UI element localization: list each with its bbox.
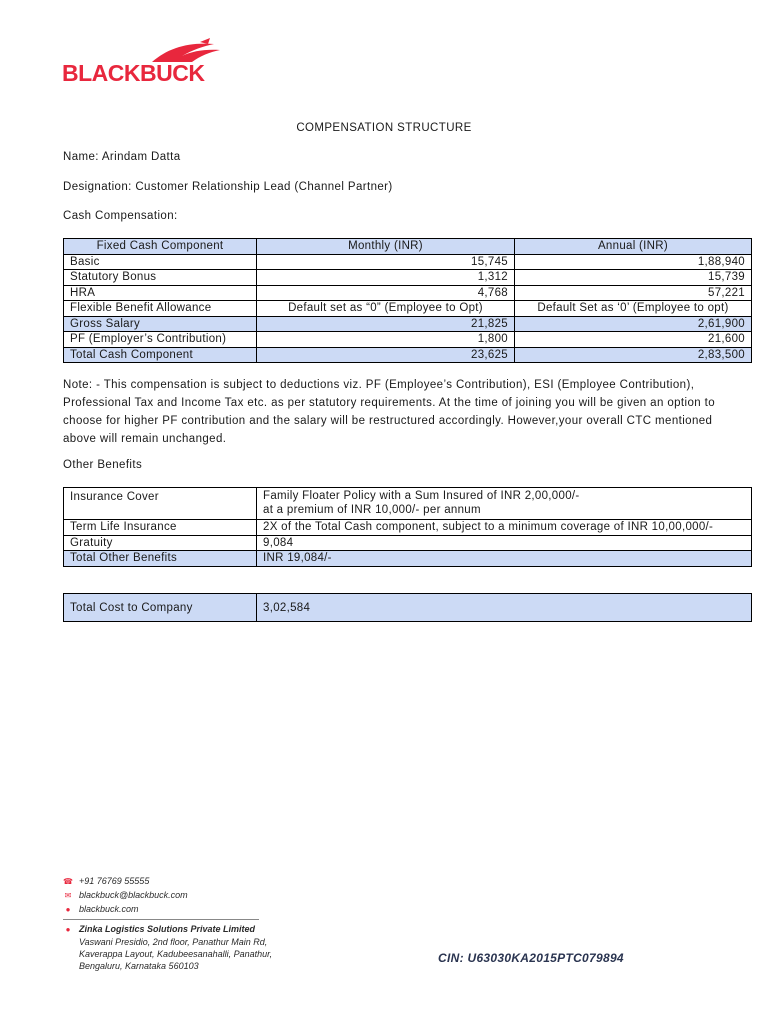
monthly-value: 1,800 [257,332,515,348]
footer-company-row [63,924,255,938]
footer-email: blackbuck@blackbuck.com [79,890,188,900]
deductions-note: Note: - This compensation is subject to deductions viz. PF (Employee’s Contribution), ESI (Employee Contribution), Professional Tax and Income Tax etc. as per statutory requirements. At the time of joining you will be given an option to choose for higher PF contribution and the salary will be restructured accordingly. However,your overall CTC mentioned above will remain unchanged. [63,379,716,445]
insurance-cover-value [257,488,752,520]
table-row [64,316,752,332]
other-benefits-table [63,487,752,567]
location-pin-icon: ● [65,925,71,935]
row-value: 2X of the Total Cash component, subject to a minimum coverage of INR 10,00,000/- [257,520,752,536]
row-label: Total Cash Component [64,347,257,363]
annual-value: Default Set as ‘0’ (Employee to opt) [515,301,752,317]
monthly-value: 21,825 [257,316,515,332]
table-row [64,594,752,622]
footer-phone-row [63,876,149,890]
monthly-value: 15,745 [257,254,515,270]
insurance-cover-line: Family Floater Policy with a Sum Insured of INR 2,00,000/- [263,490,580,502]
footer-website-row [63,904,139,918]
row-label: Gratuity [64,535,257,551]
monthly-value: 23,625 [257,347,515,363]
brand-wordmark: BLACKBUCK [62,60,205,86]
table-row [64,347,752,363]
employee-name: Name: Arindam Datta [63,151,181,163]
table-row [64,254,752,270]
annual-value: 2,61,900 [515,316,752,332]
table-row [64,551,752,567]
footer-address-line: Bengaluru, Karnataka 560103 [79,961,199,971]
annual-value: 2,83,500 [515,347,752,363]
table-row [64,488,752,520]
table-row [64,332,752,348]
footer-address-line: Vaswani Presidio, 2nd floor, Panathur Main Rd, [79,937,268,947]
employee-designation: Designation: Customer Relationship Lead (Channel Partner) [63,181,393,193]
other-benefits-heading: Other Benefits [63,459,143,471]
email-icon: ✉ [64,891,72,901]
blackbuck-logo [62,38,232,84]
page-title: COMPENSATION STRUCTURE [296,122,472,134]
table-row [64,285,752,301]
footer-email-row [63,890,188,904]
footer-company: Zinka Logistics Solutions Private Limited [79,924,256,934]
row-label: HRA [64,285,257,301]
footer-divider [63,919,259,920]
cash-compensation-heading: Cash Compensation: [63,210,178,222]
cash-compensation-table [63,238,752,363]
table-row [64,520,752,536]
ctc-label: Total Cost to Company [64,594,257,622]
ctc-table [63,593,752,622]
row-label: Statutory Bonus [64,270,257,286]
row-label: PF (Employer’s Contribution) [64,332,257,348]
annual-value: 15,739 [515,270,752,286]
table-row [64,270,752,286]
row-label: Gross Salary [64,316,257,332]
annual-value: 57,221 [515,285,752,301]
monthly-value: 4,768 [257,285,515,301]
row-value: 9,084 [257,535,752,551]
row-label: Insurance Cover [64,488,257,520]
footer-website: blackbuck.com [79,904,139,914]
column-header: Fixed Cash Component [64,239,257,255]
column-header: Annual (INR) [515,239,752,255]
table-row [64,535,752,551]
column-header: Monthly (INR) [257,239,515,255]
row-value: INR 19,084/- [257,551,752,567]
cin-number: CIN: U63030KA2015PTC079894 [438,951,624,965]
table-header-row [64,239,752,255]
footer-address-line: Kaverappa Layout, Kadubeesanahalli, Panathur, [79,949,273,959]
row-label: Flexible Benefit Allowance [64,301,257,317]
phone-icon: ☎ [63,877,73,887]
row-label: Term Life Insurance [64,520,257,536]
row-label: Basic [64,254,257,270]
globe-icon: ● [65,905,71,915]
table-row [64,301,752,317]
footer-phone: +91 76769 55555 [79,876,150,886]
monthly-value: 1,312 [257,270,515,286]
annual-value: 21,600 [515,332,752,348]
monthly-value: Default set as “0” (Employee to Opt) [257,301,515,317]
annual-value: 1,88,940 [515,254,752,270]
ctc-value: 3,02,584 [257,594,752,622]
row-label: Total Other Benefits [64,551,257,567]
insurance-cover-line: at a premium of INR 10,000/- per annum [263,504,481,516]
